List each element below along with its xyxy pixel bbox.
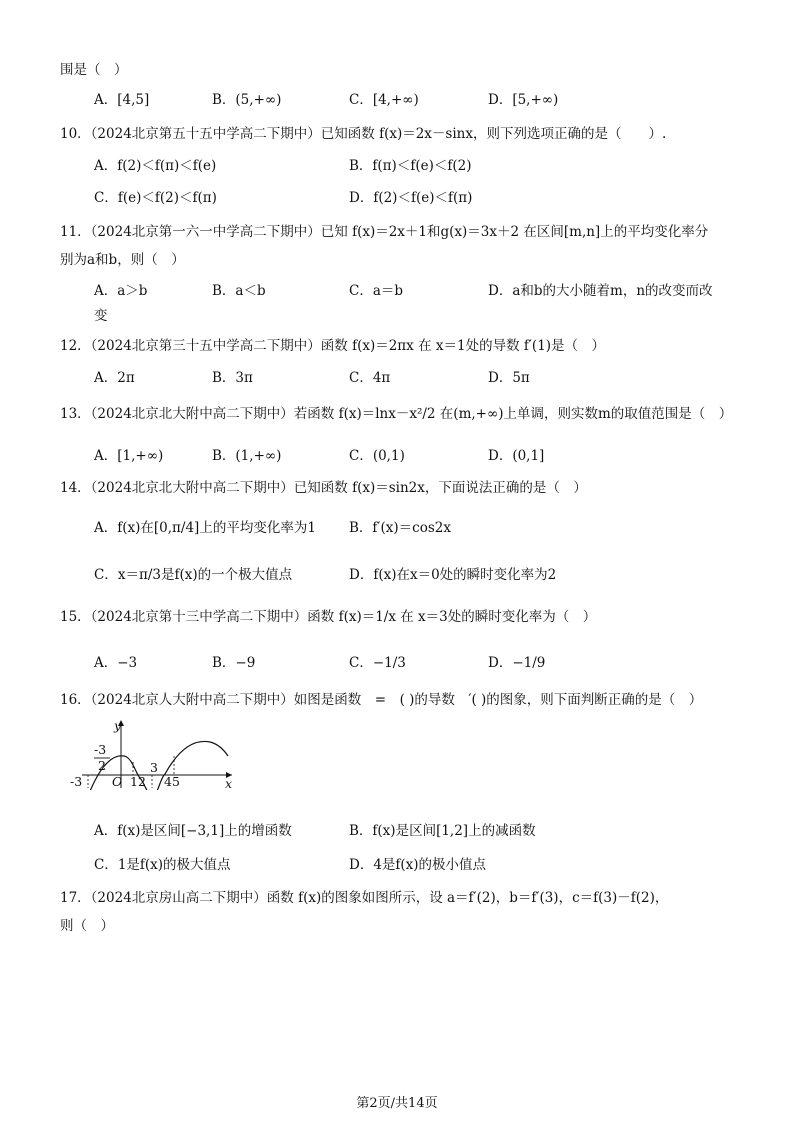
- q13-option-d: D．(0,1]: [488, 448, 545, 464]
- q11-option-c: C．a＝b: [349, 283, 404, 299]
- q12-option-c: C．4π: [349, 370, 391, 386]
- q16-stem: 16．（2024北京人大附中高二下期中）如图是函数 = ( )的导数 ′( )的图象，则下面判断正确的是（ ）: [60, 692, 703, 708]
- q11-option-d: D．a和b的大小随着m，n的改变而改: [488, 283, 713, 299]
- q12-option-b: B．3π: [212, 370, 253, 386]
- tick-3: 3: [150, 760, 158, 775]
- q12-option-a: A．2π: [94, 370, 135, 386]
- tick-4-5: 45: [164, 774, 180, 789]
- tick-neg3: -3: [70, 774, 83, 789]
- q14-option-a: A．f(x)在[0,π/4]上的平均变化率为1: [94, 520, 316, 536]
- q13-option-b: B．(1,+∞): [212, 448, 282, 464]
- q13-option-a: A．[1,+∞): [94, 448, 164, 464]
- q11-stem-2: 别为a和b，则（ ）: [60, 252, 185, 268]
- q11-option-a: A．a＞b: [94, 283, 148, 299]
- q11-stem-1: 11．（2024北京第一六一中学高二下期中）已知 f(x)＝2x＋1和g(x)＝3x＋2 在区间[m,n]上的平均变化率分: [60, 224, 709, 240]
- x-axis-label: x: [225, 776, 233, 790]
- q16-option-a: A．f(x)是区间[−3,1]上的增函数: [94, 823, 292, 839]
- q9-option-c: C．[4,+∞): [349, 92, 419, 108]
- q17-stem-1: 17．（2024北京房山高二下期中）函数 f(x)的图象如图所示，设 a＝f′(2)，b＝f′(3)，c＝f(3)－f(2)，: [60, 890, 669, 906]
- q9-option-b: B．(5,+∞): [212, 92, 282, 108]
- q14-option-d: D．f(x)在x＝0处的瞬时变化率为2: [349, 567, 557, 583]
- q10-stem: 10．（2024北京第五十五中学高二下期中）已知函数 f(x)＝2x－sinx，则下列选项正确的是（ ）.: [60, 126, 667, 142]
- q16-option-c: C．1是f(x)的极大值点: [94, 857, 231, 873]
- q14-option-c: C．x＝π/3是f(x)的一个极大值点: [94, 567, 293, 583]
- tick-neg3-2-num: -3: [94, 742, 107, 757]
- q12-option-d: D．5π: [488, 370, 530, 386]
- q17-stem-2: 则（ ）: [60, 918, 114, 934]
- tick-1-2: 12: [130, 774, 146, 789]
- q16-option-d: D．4是f(x)的极小值点: [349, 857, 487, 873]
- q15-option-b: B．−9: [212, 655, 256, 671]
- q14-option-b: B．f′(x)＝cos2x: [349, 520, 451, 536]
- q15-option-a: A．−3: [94, 655, 138, 671]
- page-footer: 第2页/共14页: [356, 1096, 438, 1111]
- q12-stem: 12．（2024北京第三十五中学高二下期中）函数 f(x)＝2πx 在 x＝1处的导数 f′(1)是（ ）: [60, 338, 606, 354]
- q9-option-d: D．[5,+∞): [488, 92, 559, 108]
- q15-stem: 15．（2024北京第十三中学高二下期中）函数 f(x)＝1/x 在 x＝3处的瞬时变化率为（ ）: [60, 609, 597, 625]
- origin-label: O: [112, 774, 123, 789]
- q16-option-b: B．f(x)是区间[1,2]上的减函数: [349, 823, 536, 839]
- q10-option-b: B．f(π)＜f(e)＜f(2): [349, 158, 472, 174]
- q11-option-d-cont: 变: [94, 308, 108, 324]
- derivative-graph: [70, 716, 240, 790]
- q13-stem: 13．（2024北京北大附中高二下期中）若函数 f(x)＝lnx－x²/2 在(m,+∞)上单调，则实数m的取值范围是（ ）: [60, 406, 733, 422]
- derivative-curve: [88, 741, 228, 790]
- q10-option-a: A．f(2)＜f(π)＜f(e): [94, 158, 217, 174]
- q9-stem-tail: 围是（ ）: [60, 62, 128, 78]
- q14-stem: 14．（2024北京北大附中高二下期中）已知函数 f(x)＝sin2x，下面说法正确的是（ ）: [60, 480, 587, 496]
- y-axis-label: y: [114, 718, 122, 733]
- q10-option-c: C．f(e)＜f(2)＜f(π): [94, 190, 217, 206]
- q13-option-c: C．(0,1): [349, 448, 405, 464]
- q9-option-a: A．[4,5]: [94, 92, 150, 108]
- tick-neg3-2-den: 2: [98, 758, 106, 773]
- q15-option-c: C．−1/3: [349, 655, 406, 671]
- q15-option-d: D．−1/9: [488, 655, 546, 671]
- q11-option-b: B．a＜b: [212, 283, 266, 299]
- q10-option-d: D．f(2)＜f(e)＜f(π): [349, 190, 473, 206]
